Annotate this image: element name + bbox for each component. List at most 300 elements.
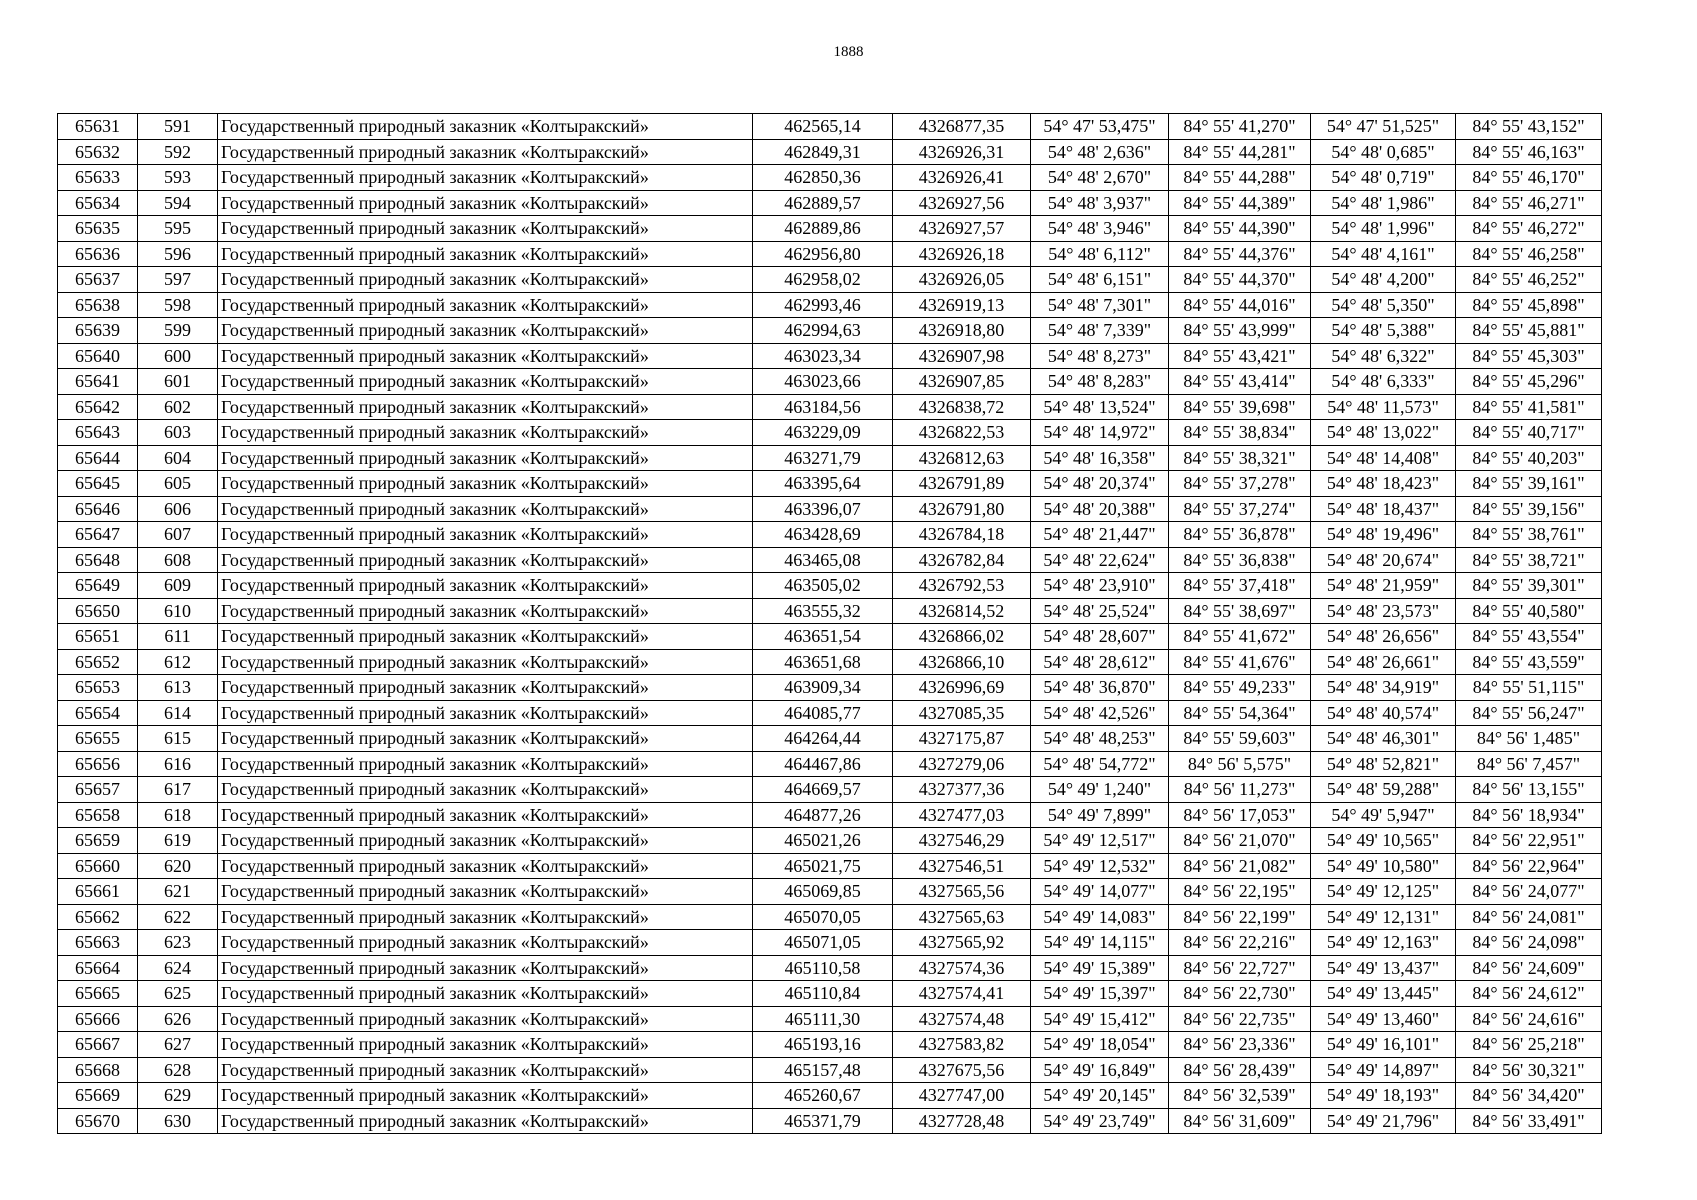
cell-record-id: 65646 xyxy=(58,496,138,522)
cell-latitude-1: 54° 49' 14,083" xyxy=(1031,904,1169,930)
cell-latitude-2: 54° 48' 13,022" xyxy=(1311,420,1456,446)
cell-object-name: Государственный природный заказник «Колтыракский» xyxy=(218,955,753,981)
table-row xyxy=(58,879,1602,905)
cell-x-coordinate: 462850,36 xyxy=(753,165,893,191)
cell-object-name: Государственный природный заказник «Колтыракский» xyxy=(218,139,753,165)
cell-longitude-1: 84° 55' 36,838" xyxy=(1169,547,1311,573)
cell-latitude-1: 54° 48' 22,624" xyxy=(1031,547,1169,573)
cell-longitude-2: 84° 56' 24,609" xyxy=(1456,955,1602,981)
cell-y-coordinate: 4327675,56 xyxy=(893,1057,1031,1083)
cell-x-coordinate: 462849,31 xyxy=(753,139,893,165)
cell-point-number: 630 xyxy=(138,1108,218,1134)
table-row xyxy=(58,394,1602,420)
cell-object-name: Государственный природный заказник «Колтыракский» xyxy=(218,547,753,573)
cell-longitude-1: 84° 55' 39,698" xyxy=(1169,394,1311,420)
cell-latitude-2: 54° 48' 59,288" xyxy=(1311,777,1456,803)
cell-latitude-2: 54° 48' 21,959" xyxy=(1311,573,1456,599)
cell-latitude-1: 54° 49' 23,749" xyxy=(1031,1108,1169,1134)
cell-latitude-1: 54° 48' 42,526" xyxy=(1031,700,1169,726)
cell-object-name: Государственный природный заказник «Колтыракский» xyxy=(218,1006,753,1032)
cell-longitude-1: 84° 55' 43,421" xyxy=(1169,343,1311,369)
cell-point-number: 591 xyxy=(138,114,218,140)
cell-longitude-2: 84° 55' 45,898" xyxy=(1456,292,1602,318)
cell-record-id: 65670 xyxy=(58,1108,138,1134)
cell-latitude-1: 54° 47' 53,475" xyxy=(1031,114,1169,140)
cell-y-coordinate: 4326926,18 xyxy=(893,241,1031,267)
cell-object-name: Государственный природный заказник «Колтыракский» xyxy=(218,853,753,879)
cell-y-coordinate: 4327377,36 xyxy=(893,777,1031,803)
cell-longitude-1: 84° 56' 23,336" xyxy=(1169,1032,1311,1058)
cell-latitude-1: 54° 49' 20,145" xyxy=(1031,1083,1169,1109)
table-row xyxy=(58,1108,1602,1134)
cell-longitude-1: 84° 55' 38,834" xyxy=(1169,420,1311,446)
cell-x-coordinate: 463023,66 xyxy=(753,369,893,395)
table-row xyxy=(58,292,1602,318)
cell-longitude-2: 84° 55' 39,301" xyxy=(1456,573,1602,599)
cell-object-name: Государственный природный заказник «Колтыракский» xyxy=(218,904,753,930)
cell-latitude-2: 54° 48' 40,574" xyxy=(1311,700,1456,726)
cell-point-number: 597 xyxy=(138,267,218,293)
cell-latitude-1: 54° 48' 48,253" xyxy=(1031,726,1169,752)
table-row xyxy=(58,1083,1602,1109)
cell-latitude-1: 54° 48' 2,670" xyxy=(1031,165,1169,191)
cell-longitude-1: 84° 55' 38,321" xyxy=(1169,445,1311,471)
cell-x-coordinate: 465071,05 xyxy=(753,930,893,956)
table-row xyxy=(58,624,1602,650)
cell-object-name: Государственный природный заказник «Колтыракский» xyxy=(218,879,753,905)
cell-latitude-1: 54° 48' 2,636" xyxy=(1031,139,1169,165)
cell-longitude-2: 84° 56' 22,951" xyxy=(1456,828,1602,854)
cell-latitude-1: 54° 48' 8,283" xyxy=(1031,369,1169,395)
cell-longitude-1: 84° 56' 22,727" xyxy=(1169,955,1311,981)
cell-y-coordinate: 4326877,35 xyxy=(893,114,1031,140)
cell-longitude-2: 84° 55' 46,170" xyxy=(1456,165,1602,191)
cell-latitude-1: 54° 49' 14,115" xyxy=(1031,930,1169,956)
cell-latitude-2: 54° 48' 6,333" xyxy=(1311,369,1456,395)
cell-y-coordinate: 4327747,00 xyxy=(893,1083,1031,1109)
table-row xyxy=(58,139,1602,165)
cell-record-id: 65664 xyxy=(58,955,138,981)
table-row xyxy=(58,598,1602,624)
cell-object-name: Государственный природный заказник «Колтыракский» xyxy=(218,802,753,828)
cell-record-id: 65637 xyxy=(58,267,138,293)
cell-latitude-2: 54° 48' 14,408" xyxy=(1311,445,1456,471)
cell-x-coordinate: 463023,34 xyxy=(753,343,893,369)
cell-object-name: Государственный природный заказник «Колтыракский» xyxy=(218,700,753,726)
table-row xyxy=(58,573,1602,599)
cell-y-coordinate: 4326791,89 xyxy=(893,471,1031,497)
cell-x-coordinate: 465111,30 xyxy=(753,1006,893,1032)
cell-object-name: Государственный природный заказник «Колтыракский» xyxy=(218,981,753,1007)
cell-point-number: 622 xyxy=(138,904,218,930)
cell-y-coordinate: 4326996,69 xyxy=(893,675,1031,701)
cell-latitude-1: 54° 49' 7,899" xyxy=(1031,802,1169,828)
cell-longitude-2: 84° 55' 45,303" xyxy=(1456,343,1602,369)
cell-object-name: Государственный природный заказник «Колтыракский» xyxy=(218,751,753,777)
cell-object-name: Государственный природный заказник «Колтыракский» xyxy=(218,343,753,369)
cell-longitude-1: 84° 55' 49,233" xyxy=(1169,675,1311,701)
cell-point-number: 592 xyxy=(138,139,218,165)
cell-longitude-1: 84° 56' 22,195" xyxy=(1169,879,1311,905)
table-row xyxy=(58,904,1602,930)
cell-longitude-1: 84° 56' 21,082" xyxy=(1169,853,1311,879)
cell-record-id: 65654 xyxy=(58,700,138,726)
cell-latitude-2: 54° 48' 52,821" xyxy=(1311,751,1456,777)
cell-latitude-1: 54° 49' 15,389" xyxy=(1031,955,1169,981)
cell-longitude-2: 84° 55' 38,761" xyxy=(1456,522,1602,548)
table-row xyxy=(58,190,1602,216)
cell-x-coordinate: 463395,64 xyxy=(753,471,893,497)
cell-y-coordinate: 4327565,63 xyxy=(893,904,1031,930)
cell-longitude-2: 84° 55' 40,203" xyxy=(1456,445,1602,471)
cell-x-coordinate: 462889,57 xyxy=(753,190,893,216)
cell-object-name: Государственный природный заказник «Колтыракский» xyxy=(218,675,753,701)
cell-record-id: 65651 xyxy=(58,624,138,650)
cell-y-coordinate: 4326812,63 xyxy=(893,445,1031,471)
cell-object-name: Государственный природный заказник «Колтыракский» xyxy=(218,1032,753,1058)
cell-x-coordinate: 464669,57 xyxy=(753,777,893,803)
cell-longitude-1: 84° 56' 28,439" xyxy=(1169,1057,1311,1083)
cell-longitude-2: 84° 56' 25,218" xyxy=(1456,1032,1602,1058)
cell-latitude-1: 54° 48' 3,937" xyxy=(1031,190,1169,216)
cell-object-name: Государственный природный заказник «Колтыракский» xyxy=(218,292,753,318)
cell-y-coordinate: 4327477,03 xyxy=(893,802,1031,828)
cell-latitude-2: 54° 49' 5,947" xyxy=(1311,802,1456,828)
cell-point-number: 625 xyxy=(138,981,218,1007)
cell-x-coordinate: 465260,67 xyxy=(753,1083,893,1109)
table-row xyxy=(58,1057,1602,1083)
cell-latitude-1: 54° 49' 12,532" xyxy=(1031,853,1169,879)
cell-longitude-2: 84° 55' 45,881" xyxy=(1456,318,1602,344)
cell-longitude-2: 84° 55' 46,252" xyxy=(1456,267,1602,293)
cell-point-number: 613 xyxy=(138,675,218,701)
cell-y-coordinate: 4326926,05 xyxy=(893,267,1031,293)
cell-object-name: Государственный природный заказник «Колтыракский» xyxy=(218,114,753,140)
cell-point-number: 598 xyxy=(138,292,218,318)
cell-latitude-1: 54° 48' 7,339" xyxy=(1031,318,1169,344)
cell-latitude-2: 54° 48' 34,919" xyxy=(1311,675,1456,701)
cell-latitude-2: 54° 48' 20,674" xyxy=(1311,547,1456,573)
table-row xyxy=(58,751,1602,777)
cell-longitude-2: 84° 55' 43,554" xyxy=(1456,624,1602,650)
cell-record-id: 65652 xyxy=(58,649,138,675)
cell-latitude-1: 54° 48' 20,374" xyxy=(1031,471,1169,497)
cell-longitude-1: 84° 56' 17,053" xyxy=(1169,802,1311,828)
cell-longitude-1: 84° 56' 22,199" xyxy=(1169,904,1311,930)
cell-latitude-2: 54° 48' 23,573" xyxy=(1311,598,1456,624)
cell-y-coordinate: 4327546,29 xyxy=(893,828,1031,854)
cell-latitude-1: 54° 48' 25,524" xyxy=(1031,598,1169,624)
cell-object-name: Государственный природный заказник «Колтыракский» xyxy=(218,369,753,395)
cell-longitude-1: 84° 55' 36,878" xyxy=(1169,522,1311,548)
cell-latitude-2: 54° 49' 12,131" xyxy=(1311,904,1456,930)
cell-point-number: 620 xyxy=(138,853,218,879)
cell-record-id: 65647 xyxy=(58,522,138,548)
cell-record-id: 65642 xyxy=(58,394,138,420)
cell-point-number: 615 xyxy=(138,726,218,752)
cell-longitude-1: 84° 55' 44,389" xyxy=(1169,190,1311,216)
cell-latitude-1: 54° 48' 13,524" xyxy=(1031,394,1169,420)
cell-longitude-1: 84° 56' 32,539" xyxy=(1169,1083,1311,1109)
cell-point-number: 600 xyxy=(138,343,218,369)
cell-y-coordinate: 4327565,92 xyxy=(893,930,1031,956)
cell-point-number: 610 xyxy=(138,598,218,624)
table-row xyxy=(58,955,1602,981)
cell-x-coordinate: 463465,08 xyxy=(753,547,893,573)
cell-latitude-2: 54° 47' 51,525" xyxy=(1311,114,1456,140)
cell-y-coordinate: 4326907,85 xyxy=(893,369,1031,395)
cell-latitude-2: 54° 48' 1,986" xyxy=(1311,190,1456,216)
cell-x-coordinate: 465021,75 xyxy=(753,853,893,879)
cell-x-coordinate: 463229,09 xyxy=(753,420,893,446)
cell-latitude-2: 54° 49' 21,796" xyxy=(1311,1108,1456,1134)
cell-point-number: 629 xyxy=(138,1083,218,1109)
cell-latitude-1: 54° 48' 16,358" xyxy=(1031,445,1169,471)
cell-longitude-1: 84° 55' 38,697" xyxy=(1169,598,1311,624)
table-row xyxy=(58,726,1602,752)
cell-point-number: 609 xyxy=(138,573,218,599)
cell-record-id: 65638 xyxy=(58,292,138,318)
cell-latitude-1: 54° 49' 14,077" xyxy=(1031,879,1169,905)
cell-x-coordinate: 464264,44 xyxy=(753,726,893,752)
cell-object-name: Государственный природный заказник «Колтыракский» xyxy=(218,624,753,650)
cell-object-name: Государственный природный заказник «Колтыракский» xyxy=(218,522,753,548)
cell-x-coordinate: 463651,54 xyxy=(753,624,893,650)
cell-x-coordinate: 465371,79 xyxy=(753,1108,893,1134)
cell-latitude-1: 54° 49' 1,240" xyxy=(1031,777,1169,803)
cell-latitude-1: 54° 48' 28,612" xyxy=(1031,649,1169,675)
cell-record-id: 65666 xyxy=(58,1006,138,1032)
cell-record-id: 65658 xyxy=(58,802,138,828)
cell-longitude-1: 84° 56' 11,273" xyxy=(1169,777,1311,803)
cell-x-coordinate: 465110,58 xyxy=(753,955,893,981)
cell-record-id: 65631 xyxy=(58,114,138,140)
cell-record-id: 65632 xyxy=(58,139,138,165)
table-row xyxy=(58,675,1602,701)
cell-longitude-2: 84° 56' 33,491" xyxy=(1456,1108,1602,1134)
cell-point-number: 624 xyxy=(138,955,218,981)
cell-x-coordinate: 464877,26 xyxy=(753,802,893,828)
cell-longitude-1: 84° 55' 44,370" xyxy=(1169,267,1311,293)
cell-longitude-2: 84° 55' 40,717" xyxy=(1456,420,1602,446)
cell-longitude-1: 84° 56' 22,730" xyxy=(1169,981,1311,1007)
cell-x-coordinate: 463651,68 xyxy=(753,649,893,675)
cell-record-id: 65643 xyxy=(58,420,138,446)
cell-object-name: Государственный природный заказник «Колтыракский» xyxy=(218,726,753,752)
cell-latitude-2: 54° 49' 16,101" xyxy=(1311,1032,1456,1058)
cell-x-coordinate: 462565,14 xyxy=(753,114,893,140)
cell-latitude-2: 54° 49' 13,445" xyxy=(1311,981,1456,1007)
cell-longitude-2: 84° 55' 45,296" xyxy=(1456,369,1602,395)
cell-latitude-1: 54° 48' 20,388" xyxy=(1031,496,1169,522)
cell-y-coordinate: 4327574,36 xyxy=(893,955,1031,981)
cell-y-coordinate: 4326927,56 xyxy=(893,190,1031,216)
cell-record-id: 65648 xyxy=(58,547,138,573)
cell-x-coordinate: 465070,05 xyxy=(753,904,893,930)
cell-y-coordinate: 4327728,48 xyxy=(893,1108,1031,1134)
table-row xyxy=(58,802,1602,828)
cell-latitude-2: 54° 49' 12,125" xyxy=(1311,879,1456,905)
cell-longitude-2: 84° 55' 38,721" xyxy=(1456,547,1602,573)
cell-longitude-1: 84° 55' 37,418" xyxy=(1169,573,1311,599)
cell-longitude-2: 84° 55' 39,161" xyxy=(1456,471,1602,497)
cell-x-coordinate: 463909,34 xyxy=(753,675,893,701)
cell-longitude-2: 84° 55' 43,559" xyxy=(1456,649,1602,675)
cell-object-name: Государственный природный заказник «Колтыракский» xyxy=(218,573,753,599)
cell-latitude-2: 54° 49' 14,897" xyxy=(1311,1057,1456,1083)
cell-object-name: Государственный природный заказник «Колтыракский» xyxy=(218,165,753,191)
cell-y-coordinate: 4326866,02 xyxy=(893,624,1031,650)
cell-x-coordinate: 463428,69 xyxy=(753,522,893,548)
table-row xyxy=(58,165,1602,191)
cell-x-coordinate: 463396,07 xyxy=(753,496,893,522)
cell-point-number: 596 xyxy=(138,241,218,267)
cell-object-name: Государственный природный заказник «Колтыракский» xyxy=(218,598,753,624)
cell-object-name: Государственный природный заказник «Колтыракский» xyxy=(218,1108,753,1134)
cell-latitude-2: 54° 48' 6,322" xyxy=(1311,343,1456,369)
cell-record-id: 65634 xyxy=(58,190,138,216)
table-row xyxy=(58,777,1602,803)
cell-latitude-2: 54° 48' 19,496" xyxy=(1311,522,1456,548)
cell-latitude-2: 54° 48' 11,573" xyxy=(1311,394,1456,420)
cell-point-number: 612 xyxy=(138,649,218,675)
table-row xyxy=(58,522,1602,548)
cell-x-coordinate: 463271,79 xyxy=(753,445,893,471)
page-number: 1888 xyxy=(833,44,864,60)
cell-longitude-2: 84° 56' 13,155" xyxy=(1456,777,1602,803)
cell-y-coordinate: 4326814,52 xyxy=(893,598,1031,624)
cell-y-coordinate: 4327565,56 xyxy=(893,879,1031,905)
cell-y-coordinate: 4327279,06 xyxy=(893,751,1031,777)
cell-y-coordinate: 4326822,53 xyxy=(893,420,1031,446)
cell-point-number: 594 xyxy=(138,190,218,216)
cell-record-id: 65669 xyxy=(58,1083,138,1109)
cell-latitude-2: 54° 49' 13,460" xyxy=(1311,1006,1456,1032)
cell-point-number: 608 xyxy=(138,547,218,573)
cell-longitude-2: 84° 56' 24,081" xyxy=(1456,904,1602,930)
table-row xyxy=(58,853,1602,879)
cell-record-id: 65667 xyxy=(58,1032,138,1058)
cell-longitude-1: 84° 55' 41,270" xyxy=(1169,114,1311,140)
cell-latitude-2: 54° 48' 4,161" xyxy=(1311,241,1456,267)
cell-latitude-1: 54° 48' 7,301" xyxy=(1031,292,1169,318)
cell-y-coordinate: 4327583,82 xyxy=(893,1032,1031,1058)
cell-latitude-1: 54° 49' 12,517" xyxy=(1031,828,1169,854)
cell-latitude-1: 54° 49' 15,397" xyxy=(1031,981,1169,1007)
cell-point-number: 607 xyxy=(138,522,218,548)
cell-point-number: 618 xyxy=(138,802,218,828)
cell-longitude-1: 84° 55' 43,999" xyxy=(1169,318,1311,344)
cell-y-coordinate: 4326784,18 xyxy=(893,522,1031,548)
cell-latitude-2: 54° 49' 10,565" xyxy=(1311,828,1456,854)
cell-point-number: 611 xyxy=(138,624,218,650)
cell-x-coordinate: 465157,48 xyxy=(753,1057,893,1083)
cell-longitude-2: 84° 55' 46,258" xyxy=(1456,241,1602,267)
cell-y-coordinate: 4326907,98 xyxy=(893,343,1031,369)
cell-point-number: 619 xyxy=(138,828,218,854)
cell-point-number: 614 xyxy=(138,700,218,726)
cell-x-coordinate: 462994,63 xyxy=(753,318,893,344)
cell-point-number: 604 xyxy=(138,445,218,471)
cell-record-id: 65661 xyxy=(58,879,138,905)
cell-record-id: 65653 xyxy=(58,675,138,701)
cell-x-coordinate: 462958,02 xyxy=(753,267,893,293)
cell-x-coordinate: 462889,86 xyxy=(753,216,893,242)
table-row xyxy=(58,114,1602,140)
cell-longitude-2: 84° 56' 24,098" xyxy=(1456,930,1602,956)
cell-y-coordinate: 4327175,87 xyxy=(893,726,1031,752)
cell-y-coordinate: 4326926,41 xyxy=(893,165,1031,191)
cell-longitude-1: 84° 56' 31,609" xyxy=(1169,1108,1311,1134)
cell-longitude-1: 84° 55' 44,016" xyxy=(1169,292,1311,318)
cell-point-number: 599 xyxy=(138,318,218,344)
cell-record-id: 65665 xyxy=(58,981,138,1007)
cell-latitude-2: 54° 48' 0,719" xyxy=(1311,165,1456,191)
table-row xyxy=(58,981,1602,1007)
cell-longitude-1: 84° 56' 5,575" xyxy=(1169,751,1311,777)
cell-longitude-1: 84° 55' 54,364" xyxy=(1169,700,1311,726)
cell-latitude-2: 54° 49' 18,193" xyxy=(1311,1083,1456,1109)
cell-x-coordinate: 462993,46 xyxy=(753,292,893,318)
cell-longitude-1: 84° 55' 44,376" xyxy=(1169,241,1311,267)
cell-longitude-2: 84° 55' 41,581" xyxy=(1456,394,1602,420)
cell-point-number: 616 xyxy=(138,751,218,777)
cell-latitude-1: 54° 48' 6,151" xyxy=(1031,267,1169,293)
cell-y-coordinate: 4326792,53 xyxy=(893,573,1031,599)
cell-object-name: Государственный природный заказник «Колтыракский» xyxy=(218,471,753,497)
cell-longitude-2: 84° 55' 43,152" xyxy=(1456,114,1602,140)
cell-record-id: 65640 xyxy=(58,343,138,369)
cell-record-id: 65660 xyxy=(58,853,138,879)
table-row xyxy=(58,343,1602,369)
table-row xyxy=(58,420,1602,446)
cell-y-coordinate: 4327085,35 xyxy=(893,700,1031,726)
table-row xyxy=(58,318,1602,344)
cell-latitude-1: 54° 48' 21,447" xyxy=(1031,522,1169,548)
table-body xyxy=(58,114,1602,1134)
cell-latitude-1: 54° 48' 14,972" xyxy=(1031,420,1169,446)
cell-record-id: 65636 xyxy=(58,241,138,267)
cell-longitude-1: 84° 55' 37,274" xyxy=(1169,496,1311,522)
cell-point-number: 595 xyxy=(138,216,218,242)
cell-longitude-1: 84° 55' 41,676" xyxy=(1169,649,1311,675)
cell-point-number: 593 xyxy=(138,165,218,191)
cell-record-id: 65644 xyxy=(58,445,138,471)
cell-point-number: 623 xyxy=(138,930,218,956)
cell-x-coordinate: 464467,86 xyxy=(753,751,893,777)
table-row xyxy=(58,496,1602,522)
cell-latitude-1: 54° 48' 54,772" xyxy=(1031,751,1169,777)
cell-longitude-2: 84° 56' 24,077" xyxy=(1456,879,1602,905)
cell-latitude-2: 54° 48' 5,350" xyxy=(1311,292,1456,318)
cell-latitude-1: 54° 48' 28,607" xyxy=(1031,624,1169,650)
cell-object-name: Государственный природный заказник «Колтыракский» xyxy=(218,445,753,471)
cell-longitude-1: 84° 55' 59,603" xyxy=(1169,726,1311,752)
cell-point-number: 605 xyxy=(138,471,218,497)
cell-record-id: 65641 xyxy=(58,369,138,395)
cell-x-coordinate: 464085,77 xyxy=(753,700,893,726)
table-row xyxy=(58,445,1602,471)
cell-record-id: 65659 xyxy=(58,828,138,854)
cell-y-coordinate: 4326866,10 xyxy=(893,649,1031,675)
cell-record-id: 65662 xyxy=(58,904,138,930)
cell-y-coordinate: 4326791,80 xyxy=(893,496,1031,522)
cell-longitude-2: 84° 55' 46,163" xyxy=(1456,139,1602,165)
cell-object-name: Государственный природный заказник «Колтыракский» xyxy=(218,420,753,446)
cell-latitude-1: 54° 48' 6,112" xyxy=(1031,241,1169,267)
table-row xyxy=(58,700,1602,726)
cell-longitude-1: 84° 55' 44,288" xyxy=(1169,165,1311,191)
